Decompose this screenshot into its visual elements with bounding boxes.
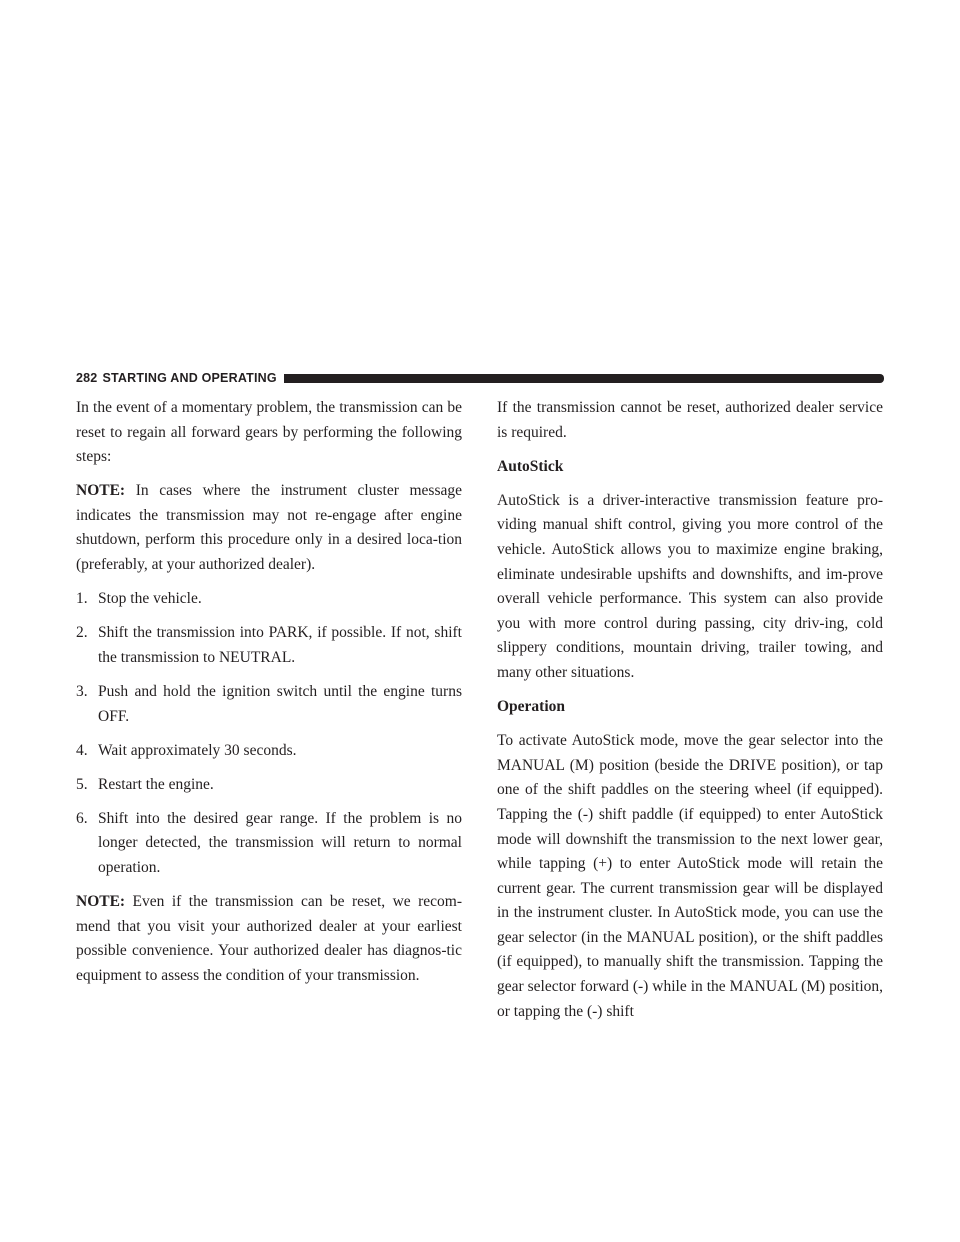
step-text: Stop the vehicle. (98, 590, 202, 608)
note-paragraph (76, 890, 462, 988)
reset-paragraph: If the transmission cannot be reset, authorized dealer service is required. (497, 399, 883, 441)
step-text: Restart the engine. (98, 775, 214, 793)
step-item (76, 773, 462, 798)
note-paragraph (76, 479, 462, 577)
step-number: 4. (76, 741, 88, 759)
note-text: Even if the transmission can be reset, we recom-mend that you visit your authorized dealer at your earliest possible convenience. Your authorized dealer has diagnos-tic equipment to assess the condition of your transmission. (76, 893, 462, 984)
step-number: 1. (76, 590, 88, 608)
step-item (76, 739, 462, 764)
header-rule (284, 374, 884, 383)
step-text: Shift the transmission into PARK, if possible. If not, shift the transmission to NEUTRAL. (98, 624, 462, 666)
page-header (76, 370, 884, 386)
step-item (76, 621, 462, 670)
step-number: 2. (76, 624, 88, 642)
step-text: Push and hold the ignition switch until the engine turns OFF. (98, 682, 462, 725)
operation-paragraph: To activate AutoStick mode, move the gear selector into the MANUAL (M) position (beside the DRIVE position), or tap one of the shift paddles on the steering wheel (if equipped). Tapping the (-) shift paddle (if equipped) to enter AutoStick mode will downshift the transmission to the next lower gear, while tapping (+) to enter AutoStick mode will retain the current gear. The current transmission gear will be displayed in the instrument cluster. In AutoStick mode, you can use the gear selector (in the MANUAL position), or the shift paddles (if equipped), to manually shift the transmission. Tapping the gear selector forward (-) while in the MANUAL (M) position, or tapping the (-) shift (497, 732, 883, 1020)
step-number: 6. (76, 809, 88, 827)
left-column (76, 396, 462, 998)
step-text: Wait approximately 30 seconds. (98, 741, 297, 759)
intro-paragraph: In the event of a momentary problem, the transmission can be reset to regain all forward gears by performing the following steps: (76, 399, 462, 466)
page-number: 282 (76, 371, 98, 385)
step-item (76, 680, 462, 729)
autostick-heading: AutoStick (497, 457, 564, 475)
step-number: 3. (76, 682, 88, 700)
step-item (76, 807, 462, 881)
right-column (497, 396, 883, 1034)
operation-heading: Operation (497, 698, 566, 716)
section-title: STARTING AND OPERATING (102, 371, 277, 385)
note-label: NOTE: (76, 482, 126, 500)
step-number: 5. (76, 775, 88, 793)
step-item (76, 587, 462, 612)
autostick-paragraph: AutoStick is a driver-interactive transmission feature pro-viding manual shift control, giving you more control of the vehicle. AutoStick allows you to maximize engine braking, eliminate undesirable upshifts and downshifts, and im-prove overall vehicle performance. This system can also provide you with more control during passing, city driv-ing, cold slippery conditions, mountain driving, trailer towing, and many other situations. (497, 491, 883, 681)
note-label: NOTE: (76, 893, 126, 911)
step-text: Shift into the desired gear range. If the problem is no longer detected, the transmission will return to normal operation. (98, 809, 462, 876)
note-text: In cases where the instrument cluster message indicates the transmission may not re-engage after engine shutdown, perform this procedure only in a desired loca-tion (preferably, at your authorized dealer). (76, 482, 462, 574)
